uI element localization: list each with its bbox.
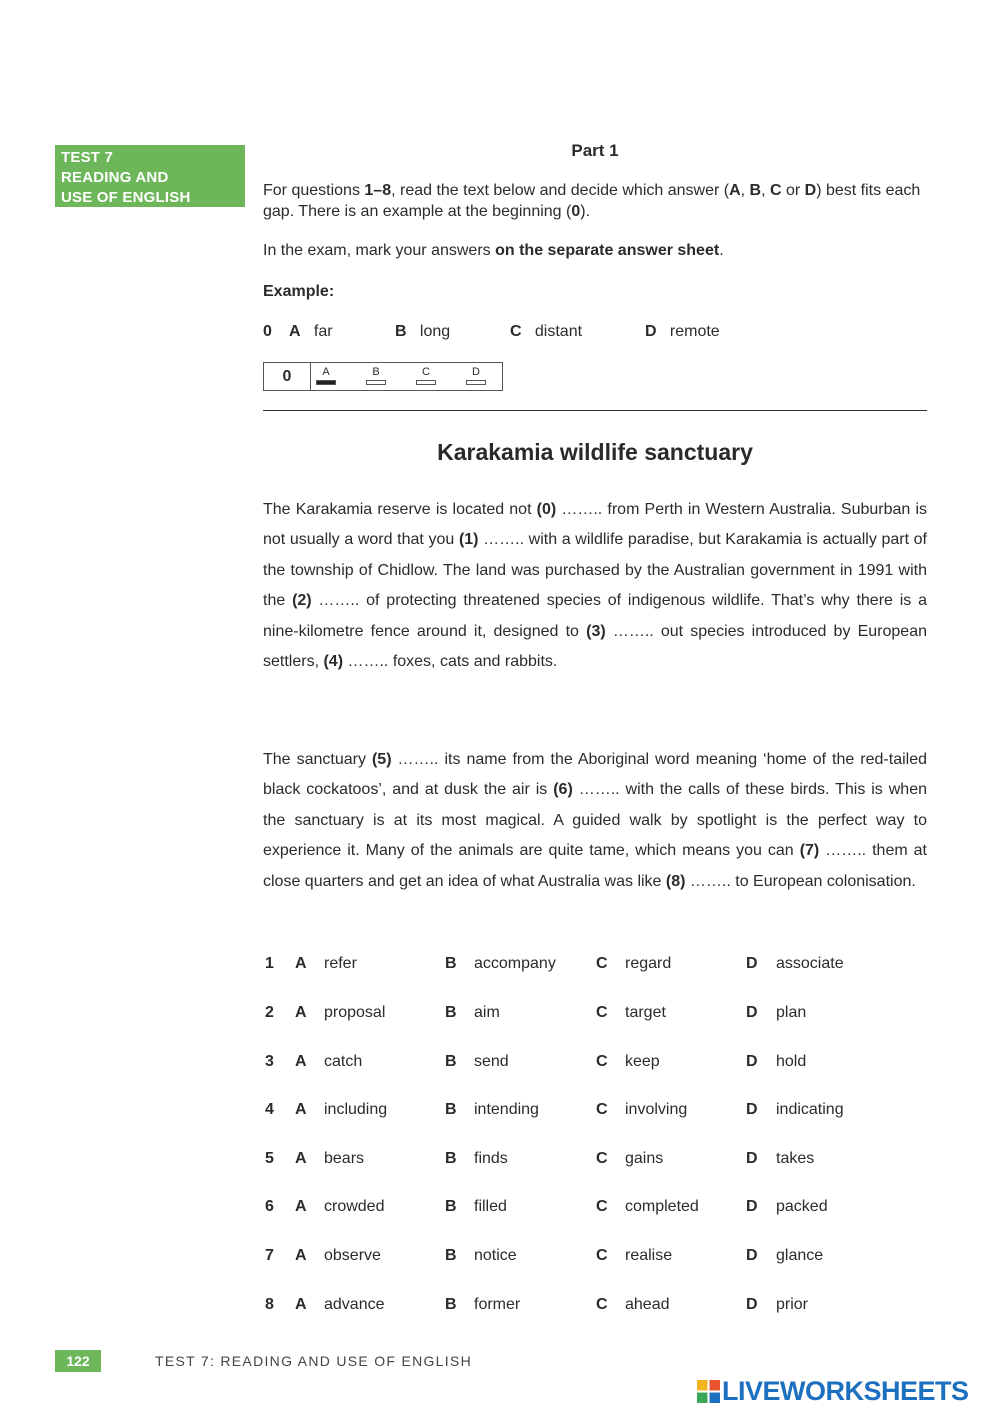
option-d[interactable]: prior — [776, 1296, 809, 1313]
answer-box-number: 0 — [264, 363, 311, 390]
question-number: 3 — [265, 1053, 274, 1070]
option-c[interactable]: regard — [625, 955, 672, 972]
test-section-tag — [55, 145, 245, 207]
paragraph-2 — [263, 745, 927, 897]
answer-option-d[interactable]: D — [464, 366, 488, 385]
story-title: Karakamia wildlife sanctuary — [437, 439, 753, 465]
gap-number: (2) — [292, 592, 312, 610]
running-title: TEST 7: READING AND USE OF ENGLISH — [155, 1353, 473, 1369]
question-row — [263, 1198, 927, 1220]
question-number: 6 — [265, 1198, 274, 1215]
question-number: 7 — [265, 1247, 274, 1264]
example-option-b: B long — [395, 323, 451, 340]
option-d[interactable]: indicating — [776, 1101, 844, 1118]
part-title: Part 1 — [571, 141, 619, 160]
option-b[interactable]: former — [474, 1296, 521, 1313]
option-b[interactable]: finds — [474, 1150, 508, 1167]
option-b[interactable]: aim — [474, 1004, 500, 1021]
option-a[interactable]: crowded — [324, 1198, 385, 1215]
option-b[interactable]: notice — [474, 1247, 517, 1264]
text-segment: …….. out species introduced by European settlers, — [263, 622, 927, 671]
option-c[interactable]: realise — [625, 1247, 673, 1264]
gap-number: (4) — [323, 653, 344, 671]
option-letter-a: A — [295, 1053, 307, 1070]
liveworksheets-icon — [697, 1380, 720, 1403]
option-letter-c: C — [596, 1247, 608, 1264]
option-c[interactable]: gains — [625, 1150, 664, 1167]
question-row — [263, 1247, 927, 1269]
option-letter-d: D — [746, 1296, 758, 1313]
option-b[interactable]: send — [474, 1053, 509, 1070]
option-letter-a: A — [295, 955, 307, 972]
answer-option-a[interactable]: A — [314, 366, 338, 385]
example-label: Example: — [263, 283, 335, 300]
option-letter-b: B — [445, 1101, 457, 1118]
option-letter-a: A — [295, 1101, 307, 1118]
paragraph-1 — [263, 495, 927, 677]
text-segment: The Karakamia reserve is located not — [263, 501, 537, 518]
option-c[interactable]: ahead — [625, 1296, 670, 1313]
option-d[interactable]: packed — [776, 1198, 828, 1215]
option-d[interactable]: plan — [776, 1004, 807, 1021]
divider — [263, 410, 927, 411]
option-letter-a: A — [295, 1198, 307, 1215]
option-letter-b: B — [445, 1053, 457, 1070]
gap-number: (3) — [586, 622, 606, 640]
option-a[interactable]: observe — [324, 1247, 381, 1264]
question-row — [263, 1296, 927, 1318]
gap-number: (8) — [665, 872, 686, 890]
text-segment: …….. them at close quarters and get an idea of what Australia was like — [263, 842, 927, 890]
answer-option-b[interactable]: B — [364, 366, 388, 385]
option-c[interactable]: keep — [625, 1053, 660, 1070]
option-letter-a: A — [295, 1247, 307, 1264]
option-b[interactable]: filled — [474, 1198, 507, 1215]
option-letter-b: B — [445, 1247, 457, 1264]
option-letter-c: C — [596, 1296, 608, 1313]
empty-mark — [466, 380, 486, 385]
question-row — [263, 1101, 927, 1123]
option-letter-a: A — [295, 1150, 307, 1167]
exam-note: In the exam, mark your answers on the separate answer sheet. — [263, 242, 724, 259]
question-number: 1 — [265, 955, 274, 972]
option-letter-b: B — [445, 1296, 457, 1313]
gap-number: (6) — [553, 781, 573, 799]
text-segment: …….. with a wildlife paradise, but Karakamia is actually part of the township of Chidlow. The land was purchased by the Australian government in 1991 with the — [263, 531, 928, 610]
side-tag-line: USE OF ENGLISH — [61, 189, 191, 206]
text-segment: …….. from Perth in Western Australia. Suburban is not usually a word that you — [263, 501, 927, 549]
brand-name: LIVEWORKSHEETS — [722, 1376, 969, 1406]
option-letter-c: C — [596, 955, 608, 972]
question-number: 8 — [265, 1296, 274, 1313]
option-c[interactable]: involving — [625, 1101, 688, 1118]
option-letter-c: C — [596, 1053, 608, 1070]
option-b[interactable]: accompany — [474, 955, 556, 972]
option-letter-c: C — [596, 1101, 608, 1118]
option-a[interactable]: proposal — [324, 1004, 386, 1021]
example-option-c: C distant — [510, 323, 583, 340]
option-letter-b: B — [445, 1150, 457, 1167]
option-letter-c: C — [596, 1004, 608, 1021]
option-letter-c: C — [596, 1198, 608, 1215]
text-segment: …….. with the calls of these birds. This is when the sanctuary is at its most magical. A guided walk by spotlight is the perfect way to experience it. Many of the animals are quite tame, which means you can — [263, 781, 927, 860]
text-segment: …….. foxes, cats and rabbits. — [343, 653, 558, 671]
gap-number: (5) — [371, 751, 392, 768]
option-letter-a: A — [295, 1296, 307, 1313]
option-d[interactable]: takes — [776, 1150, 815, 1167]
question-row — [263, 1053, 927, 1075]
option-d[interactable]: hold — [776, 1053, 807, 1070]
gap-number: (1) — [458, 531, 479, 549]
option-letter-b: B — [445, 1004, 457, 1021]
option-a[interactable]: refer — [324, 955, 357, 972]
option-a[interactable]: catch — [324, 1053, 363, 1070]
text-segment: …….. its name from the Aboriginal word meaning ‘home of the red-tailed black cockatoos’, and at dusk the air is — [263, 751, 928, 799]
page-number: 122 — [55, 1350, 101, 1372]
option-letter-d: D — [746, 1150, 758, 1167]
gap-number: (7) — [799, 842, 820, 860]
question-row — [263, 1004, 927, 1026]
example-number: 0 — [263, 323, 272, 340]
option-a[interactable]: including — [324, 1101, 388, 1118]
side-tag-line: READING AND — [61, 169, 169, 186]
example-option-d: D remote — [645, 323, 720, 340]
text-segment: …….. to European colonisation. — [685, 872, 916, 890]
example-answer-box — [263, 362, 503, 391]
text-segment: The sanctuary — [263, 751, 372, 768]
question-number: 5 — [265, 1150, 274, 1167]
option-letter-d: D — [746, 1101, 758, 1118]
empty-mark — [416, 380, 436, 385]
question-number: 4 — [265, 1101, 274, 1118]
text-segment: …….. of protecting threatened species of indigenous wildlife. That’s why there is a nine-kilometre fence around it, designed to — [263, 592, 928, 640]
option-a[interactable]: advance — [324, 1296, 385, 1313]
question-row — [263, 1150, 927, 1172]
question-row — [263, 955, 927, 977]
option-letter-d: D — [746, 955, 758, 972]
option-letter-d: D — [746, 1247, 758, 1264]
option-d[interactable]: associate — [776, 955, 844, 972]
option-a[interactable]: bears — [324, 1150, 365, 1167]
gap-number: (0) — [536, 501, 557, 518]
selected-mark — [316, 380, 336, 385]
option-letter-c: C — [596, 1150, 608, 1167]
option-letter-d: D — [746, 1053, 758, 1070]
empty-mark — [366, 380, 386, 385]
answer-option-c[interactable]: C — [414, 366, 438, 385]
side-tag-line: TEST 7 — [61, 149, 114, 166]
example-option-a: A far — [289, 323, 333, 340]
instructions: For questions 1–8, read the text below and decide which answer (A, B, C or D) best fits each gap. There is an example at the beginning (0). — [263, 182, 921, 220]
option-d[interactable]: glance — [776, 1247, 824, 1264]
option-letter-a: A — [295, 1004, 307, 1021]
option-letter-d: D — [746, 1198, 758, 1215]
brand-logo — [697, 1376, 969, 1407]
option-letter-b: B — [445, 955, 457, 972]
option-c[interactable]: target — [625, 1004, 666, 1021]
option-letter-d: D — [746, 1004, 758, 1021]
option-b[interactable]: intending — [474, 1101, 539, 1118]
question-number: 2 — [265, 1004, 274, 1021]
option-letter-b: B — [445, 1198, 457, 1215]
option-c[interactable]: completed — [625, 1198, 699, 1215]
